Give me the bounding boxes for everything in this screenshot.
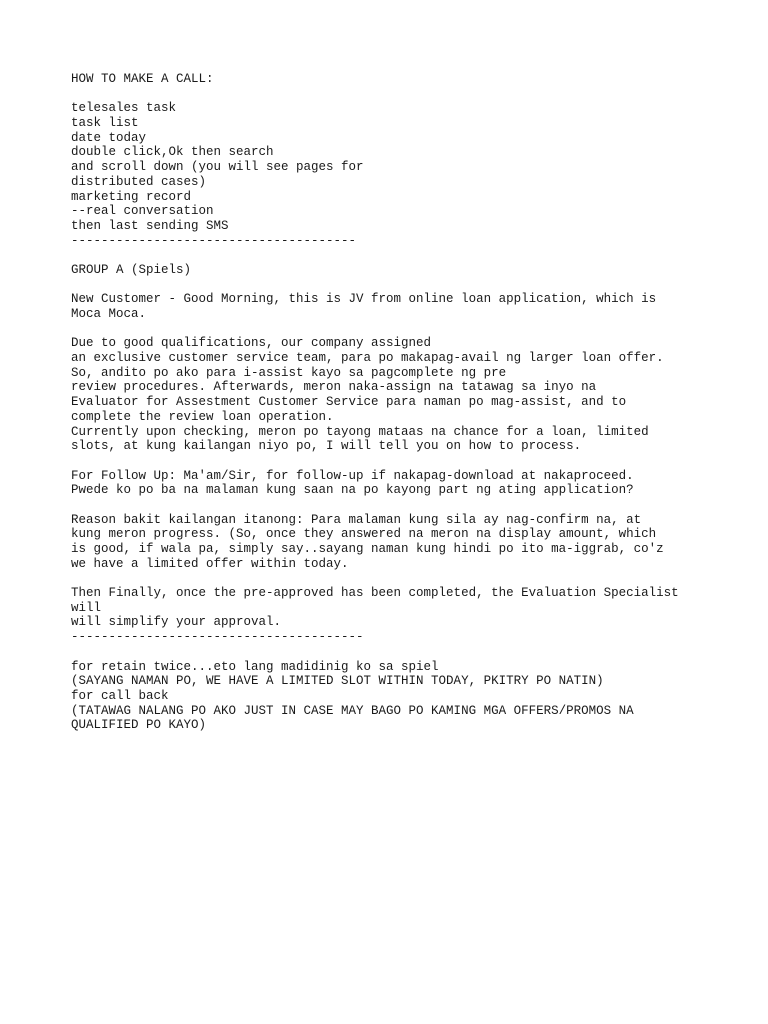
step-line: --real conversation bbox=[71, 204, 214, 219]
text-line: is good, if wala pa, simply say..sayang naman kung hindi po ito ma-iggrab, co'z bbox=[71, 542, 664, 556]
follow-up-paragraph bbox=[71, 469, 731, 498]
text-line: Currently upon checking, meron po tayong mataas na chance for a loan, limited bbox=[71, 424, 649, 439]
text-line: for retain twice...eto lang madidinig ko sa spiel bbox=[71, 659, 439, 674]
step-line: telesales task bbox=[71, 101, 177, 116]
new-customer-paragraph bbox=[71, 292, 731, 321]
text-line: slots, at kung kailangan niyo po, I will tell you on how to process. bbox=[71, 439, 582, 454]
text-line: For Follow Up: Ma'am/Sir, for follow-up if nakapag-download at nakaproceed. bbox=[71, 468, 634, 483]
step-line: and scroll down (you will see pages for bbox=[71, 160, 364, 175]
reason-paragraph bbox=[71, 513, 731, 572]
step-line: task list bbox=[71, 116, 139, 131]
text-line: Then Finally, once the pre-approved has been completed, the Evaluation Specialist bbox=[71, 586, 679, 601]
text-line: Pwede ko po ba na malaman kung saan na po kayong part ng ating application? bbox=[71, 483, 634, 498]
text-line: we have a limited offer within today. bbox=[71, 556, 349, 571]
text-line: kung meron progress. (So, once they answered na meron na display amount, which bbox=[71, 527, 657, 542]
text-line: (SAYANG NAMAN PO, WE HAVE A LIMITED SLOT WITHIN TODAY, PKITRY PO NATIN) bbox=[71, 674, 604, 689]
text-line: (TATAWAG NALANG PO AKO JUST IN CASE MAY BAGO PO KAMING MGA OFFERS/PROMOS NA bbox=[71, 703, 634, 718]
spacer bbox=[71, 322, 731, 337]
text-line: New Customer - Good Morning, this is JV from online loan application, which is bbox=[71, 292, 657, 307]
text-line: will simplify your approval. bbox=[71, 615, 282, 630]
finally-paragraph bbox=[71, 586, 731, 630]
call-steps bbox=[71, 101, 731, 233]
spacer bbox=[71, 278, 731, 293]
spacer bbox=[71, 248, 731, 263]
text-line: review procedures. Afterwards, meron naka-assign na tatawag sa inyo na bbox=[71, 380, 597, 395]
step-line: date today bbox=[71, 130, 147, 145]
qualifications-paragraph bbox=[71, 336, 731, 454]
text-line: for call back bbox=[71, 688, 169, 703]
document-title: HOW TO MAKE A CALL: bbox=[71, 72, 214, 86]
text-line: an exclusive customer service team, para po makapag-avail ng larger loan offer. bbox=[71, 351, 664, 366]
step-line: distributed cases) bbox=[71, 174, 207, 189]
spacer bbox=[71, 87, 731, 102]
spacer bbox=[71, 498, 731, 513]
step-line: double click,Ok then search bbox=[71, 145, 274, 160]
text-line: Reason bakit kailangan itanong: Para malaman kung sila ay nag-confirm na, at bbox=[71, 512, 642, 527]
group-heading: GROUP A (Spiels) bbox=[71, 262, 192, 277]
spacer bbox=[71, 571, 731, 586]
text-line: Due to good qualifications, our company assigned bbox=[71, 336, 432, 351]
spacer bbox=[71, 645, 731, 660]
document-page bbox=[71, 72, 731, 733]
step-line: marketing record bbox=[71, 189, 192, 204]
text-line: Moca Moca. bbox=[71, 307, 147, 321]
step-line: then last sending SMS bbox=[71, 218, 229, 233]
retain-paragraph bbox=[71, 660, 731, 733]
divider: --------------------------------------- bbox=[71, 630, 364, 645]
divider: -------------------------------------- bbox=[71, 233, 357, 248]
spacer bbox=[71, 454, 731, 469]
text-line: will bbox=[71, 600, 102, 615]
text-line: Evaluator for Assestment Customer Service para naman po mag-assist, and to bbox=[71, 395, 627, 410]
text-line: QUALIFIED PO KAYO) bbox=[71, 718, 207, 733]
text-line: So, andito po ako para i-assist kayo sa pagcomplete ng pre bbox=[71, 365, 507, 380]
text-line: complete the review loan operation. bbox=[71, 409, 334, 424]
